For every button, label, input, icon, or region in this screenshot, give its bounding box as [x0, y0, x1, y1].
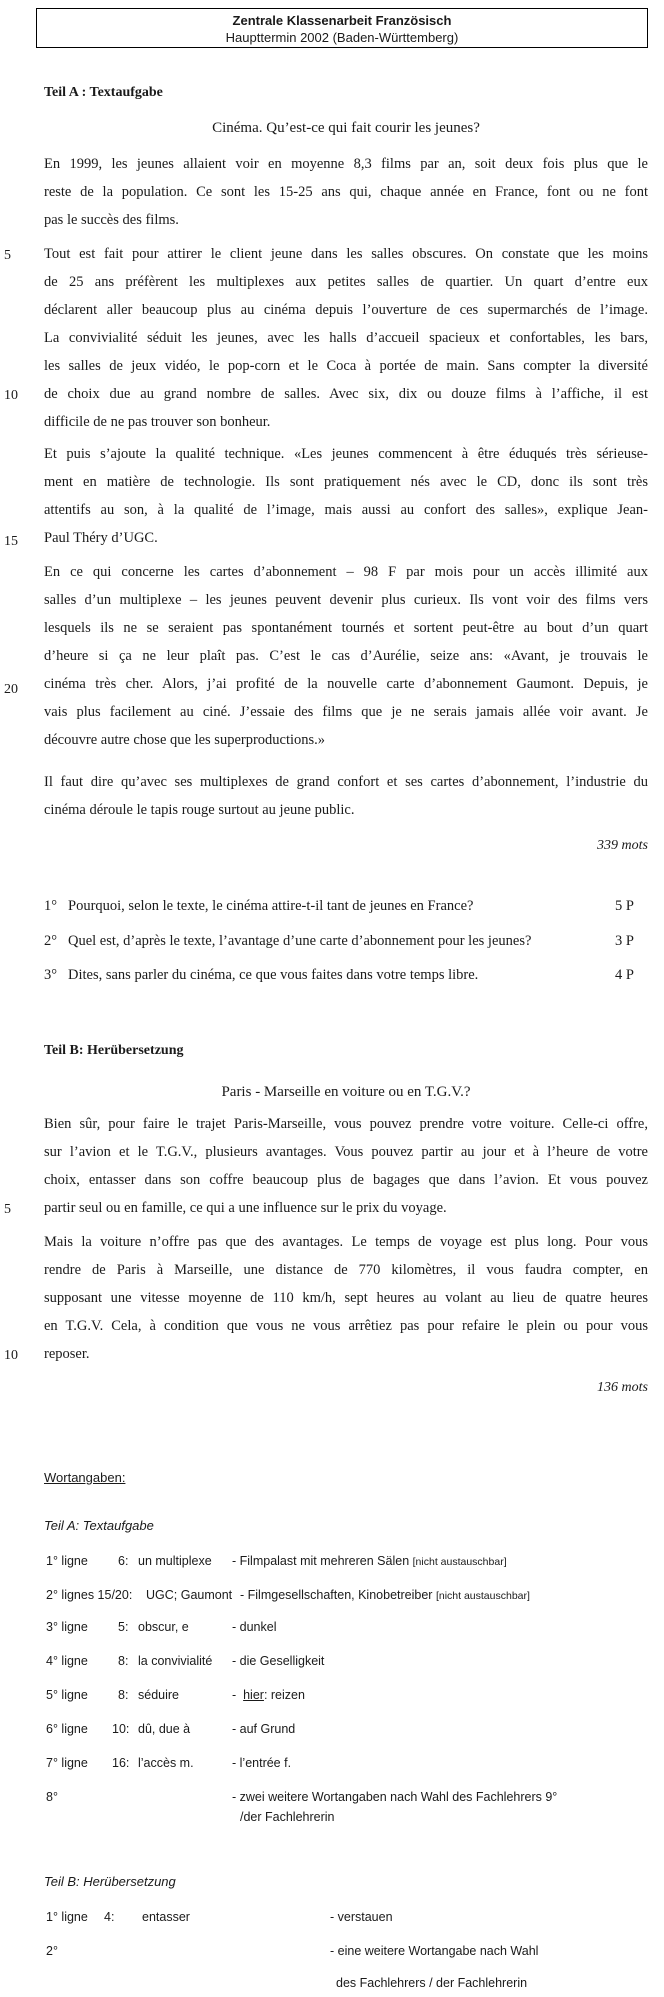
vocab-line-number: 10: [112, 1722, 130, 1736]
question-points: 3 P [615, 933, 634, 949]
question-text: Pourquoi, selon le texte, le cinéma attire-t-il tant de jeunes en France? [68, 898, 474, 914]
text-line: de choix due au grand nombre de salles. Avec six, dix ou douze films à l’affiche, il est [44, 386, 648, 402]
question-text: Dites, sans parler du cinéma, ce que vous faites dans votre temps libre. [68, 967, 479, 983]
text-line: choix, entasser dans son coffre beaucoup plus de bagages que dans l’avion. Et vous pouvez [44, 1172, 648, 1188]
vocab-word: dû, due à [138, 1722, 191, 1736]
text-line: En 1999, les jeunes allaient voir en moyenne 8,3 films par an, soit deux fois plus que le [44, 156, 648, 172]
vocab-part-a-heading: Teil A: Textaufgabe [44, 1518, 154, 1533]
question-points: 4 P [615, 967, 634, 983]
part-b-paragraph-1 [44, 1110, 648, 1222]
vocab-ligne: 4° ligne [46, 1654, 88, 1668]
vocab-meaning: - verstauen [330, 1910, 393, 1924]
text-line: Et puis s’ajoute la qualité technique. «Les jeunes commencent à être éduqués très sérieuse- [44, 446, 648, 462]
vocab-line-number: 4: [104, 1910, 115, 1924]
text-line: lesquels ils ne se seraient pas spontanément tournés et sortent peut-être au bout d’un quart [44, 620, 648, 636]
text-line: partir seul ou en famille, ce qui a une influence sur le prix du voyage. [44, 1200, 447, 1216]
text-line: vais plus facilement au ciné. J’essaie des films que je ne serais jamais allée voir avant. Je [44, 704, 648, 720]
document-title: Zentrale Klassenarbeit Französisch [232, 13, 452, 28]
text-line: Mais la voiture n’offre pas que des avantages. Le temps de voyage est plus long. Pour vous [44, 1234, 648, 1250]
line-number: 20 [4, 682, 18, 697]
vocab-meaning [232, 1686, 305, 1704]
vocab-meaning-continued: /der Fachlehrerin [240, 1810, 335, 1824]
text-line: Bien sûr, pour faire le trajet Paris-Marseille, vous pouvez prendre votre voiture. Celle-ci offre, [44, 1116, 648, 1132]
vocab-word: un multiplexe [138, 1554, 212, 1568]
vocab-ligne: 1° ligne [46, 1554, 88, 1568]
meaning-note: [nicht austauschbar] [435, 1590, 530, 1602]
part-a-paragraph-1 [44, 150, 648, 234]
line-number: 5 [4, 248, 11, 263]
vocab-ligne: 8° [46, 1790, 58, 1804]
meaning-dash: - [232, 1688, 244, 1702]
vocab-word: séduire [138, 1688, 179, 1702]
text-line: attentifs au son, à la qualité de l’image, mais aussi au confort des salles», explique Jean- [44, 502, 648, 518]
header-box [36, 8, 648, 48]
question-3 [44, 965, 634, 985]
text-line: de 25 ans préfèrent les multiplexes aux petites salles de quartier. Un quart d’entre eux [44, 274, 648, 290]
vocab-meaning-continued: des Fachlehrers / der Fachlehrerin [336, 1976, 528, 1990]
vocab-meaning [232, 1552, 507, 1571]
text-line: pas le succès des films. [44, 212, 179, 228]
vocab-ligne: 1° ligne [46, 1910, 88, 1924]
text-line: en T.G.V. Cela, à condition que vous ne vous arrêtiez pas pour refaire le plein ou pour vous [44, 1318, 648, 1334]
vocab-line-number: 5: [118, 1620, 129, 1634]
text-line: découvre autre chose que les superproductions.» [44, 732, 326, 748]
vocab-ligne: 3° ligne [46, 1620, 88, 1634]
meaning-text: - Filmgesellschaften, Kinobetreiber [240, 1588, 433, 1602]
text-line: Paul Théry d’UGC. [44, 530, 158, 546]
part-b-paragraph-2 [44, 1228, 648, 1368]
vocab-line-number: 16: [112, 1756, 130, 1770]
vocab-line-number: 6: [118, 1554, 129, 1568]
question-number: 1° [44, 898, 58, 914]
part-a-word-count: 339 mots [597, 838, 648, 853]
vocab-word: l’accès m. [138, 1756, 194, 1770]
question-number: 3° [44, 967, 58, 983]
meaning-text: - Filmpalast mit mehreren Sälen [232, 1554, 410, 1568]
text-line: La convivialité séduit les jeunes, avec les halls d’accueil spacieux et confortables, les bars, [44, 330, 648, 346]
text-line: salles d’un multiplexe – les jeunes peuvent devenir plus curieux. Ils vont voir des films vers [44, 592, 648, 608]
vocab-word: entasser [142, 1910, 190, 1924]
text-line: difficile de ne pas trouver son bonheur. [44, 414, 271, 430]
part-a-paragraph-4 [44, 558, 648, 754]
part-b-text-title: Paris - Marseille en voiture ou en T.G.V.? [221, 1084, 471, 1100]
text-line: Il faut dire qu’avec ses multiplexes de grand confort et ses cartes d’abonnement, l’industrie du [44, 774, 648, 790]
vocab-meaning: - eine weitere Wortangabe nach Wahl [330, 1944, 539, 1958]
text-line: déclarent aller beaucoup plus au cinéma depuis l’ouverture de ces supermarchés de l’image. [44, 302, 648, 318]
vocab-word: obscur, e [138, 1620, 189, 1634]
text-line: rendre de Paris à Marseille, une distance de 770 kilomètres, il vous faudra compter, en [44, 1262, 648, 1278]
meaning-underlined: hier [243, 1688, 264, 1702]
vocab-word: la convivialité [138, 1654, 213, 1668]
text-line: supposant une vitesse moyenne de 110 km/h, sept heures au volant au lieu de quatre heures [44, 1290, 648, 1306]
text-line: sur l’avion et le T.G.V., plusieurs avantages. Vous pouvez partir au jour et à l’heure de votre [44, 1144, 648, 1160]
document-subtitle: Haupttermin 2002 (Baden-Württemberg) [225, 30, 459, 45]
meaning-note: [nicht austauschbar] [412, 1556, 507, 1568]
meaning-text: : reizen [263, 1688, 305, 1702]
vocab-part-b-heading: Teil B: Herübersetzung [44, 1874, 176, 1889]
vocab-meaning [240, 1586, 530, 1605]
vocab-ligne: 7° ligne [46, 1756, 88, 1770]
vocab-line-number: 8: [118, 1688, 129, 1702]
text-line: ment en matière de technologie. Ils sont pratiquement nés avec le CD, donc ils sont très [44, 474, 648, 490]
vocab-meaning: - auf Grund [232, 1722, 296, 1736]
vocab-meaning: - l’entrée f. [232, 1756, 292, 1770]
part-b-word-count: 136 mots [597, 1380, 648, 1395]
vocab-ligne: 5° ligne [46, 1688, 88, 1702]
part-b-heading: Teil B: Herübersetzung [44, 1043, 184, 1058]
text-line: les salles de jeux vidéo, le pop-corn et le Coca à portée de main. Sans compter la diversité [44, 358, 648, 374]
line-number: 10 [4, 388, 18, 403]
vocab-heading: Wortangaben: [44, 1470, 126, 1485]
text-line: En ce qui concerne les cartes d’abonnement – 98 F par mois pour un accès illimité aux [44, 564, 648, 580]
part-a-heading: Teil A : Textaufgabe [44, 85, 163, 100]
part-a-paragraph-3 [44, 440, 648, 552]
vocab-meaning: - zwei weitere Wortangaben nach Wahl des Fachlehrers 9° [232, 1790, 558, 1804]
text-line: cinéma déroule le tapis rouge surtout au jeune public. [44, 802, 355, 818]
vocab-ligne: 6° ligne [46, 1722, 88, 1736]
question-1 [44, 896, 634, 916]
question-number: 2° [44, 933, 58, 949]
vocab-word: UGC; Gaumont [146, 1588, 233, 1602]
vocab-ligne: 2° [46, 1944, 58, 1958]
text-line: reste de la population. Ce sont les 15-25 ans qui, chaque année en France, font ou ne font [44, 184, 648, 200]
line-number: 10 [4, 1348, 18, 1363]
line-number: 5 [4, 1202, 11, 1217]
vocab-ligne: 2° lignes 15/20: [46, 1588, 133, 1602]
question-text: Quel est, d’après le texte, l’avantage d’une carte d’abonnement pour les jeunes? [68, 933, 532, 949]
text-line: Tout est fait pour attirer le client jeune dans les salles obscures. On constate que les moins [44, 246, 648, 262]
question-2 [44, 931, 634, 951]
text-line: cinéma très cher. Alors, j’ai profité de la nouvelle carte d’abonnement Gaumont. Depuis, je [44, 676, 648, 692]
question-points: 5 P [615, 898, 634, 914]
part-a-text-title: Cinéma. Qu’est-ce qui fait courir les jeunes? [212, 120, 480, 136]
vocab-meaning: - die Geselligkeit [232, 1654, 325, 1668]
vocab-line-number: 8: [118, 1654, 129, 1668]
line-number: 15 [4, 534, 18, 549]
text-line: reposer. [44, 1346, 90, 1362]
part-a-paragraph-5 [44, 768, 648, 824]
part-a-paragraph-2 [44, 240, 648, 436]
text-line: d’heure si ça ne leur plaît pas. C’est le cas d’Aurélie, seize ans: «Avant, je trouvais le [44, 648, 648, 664]
vocab-meaning: - dunkel [232, 1620, 277, 1634]
